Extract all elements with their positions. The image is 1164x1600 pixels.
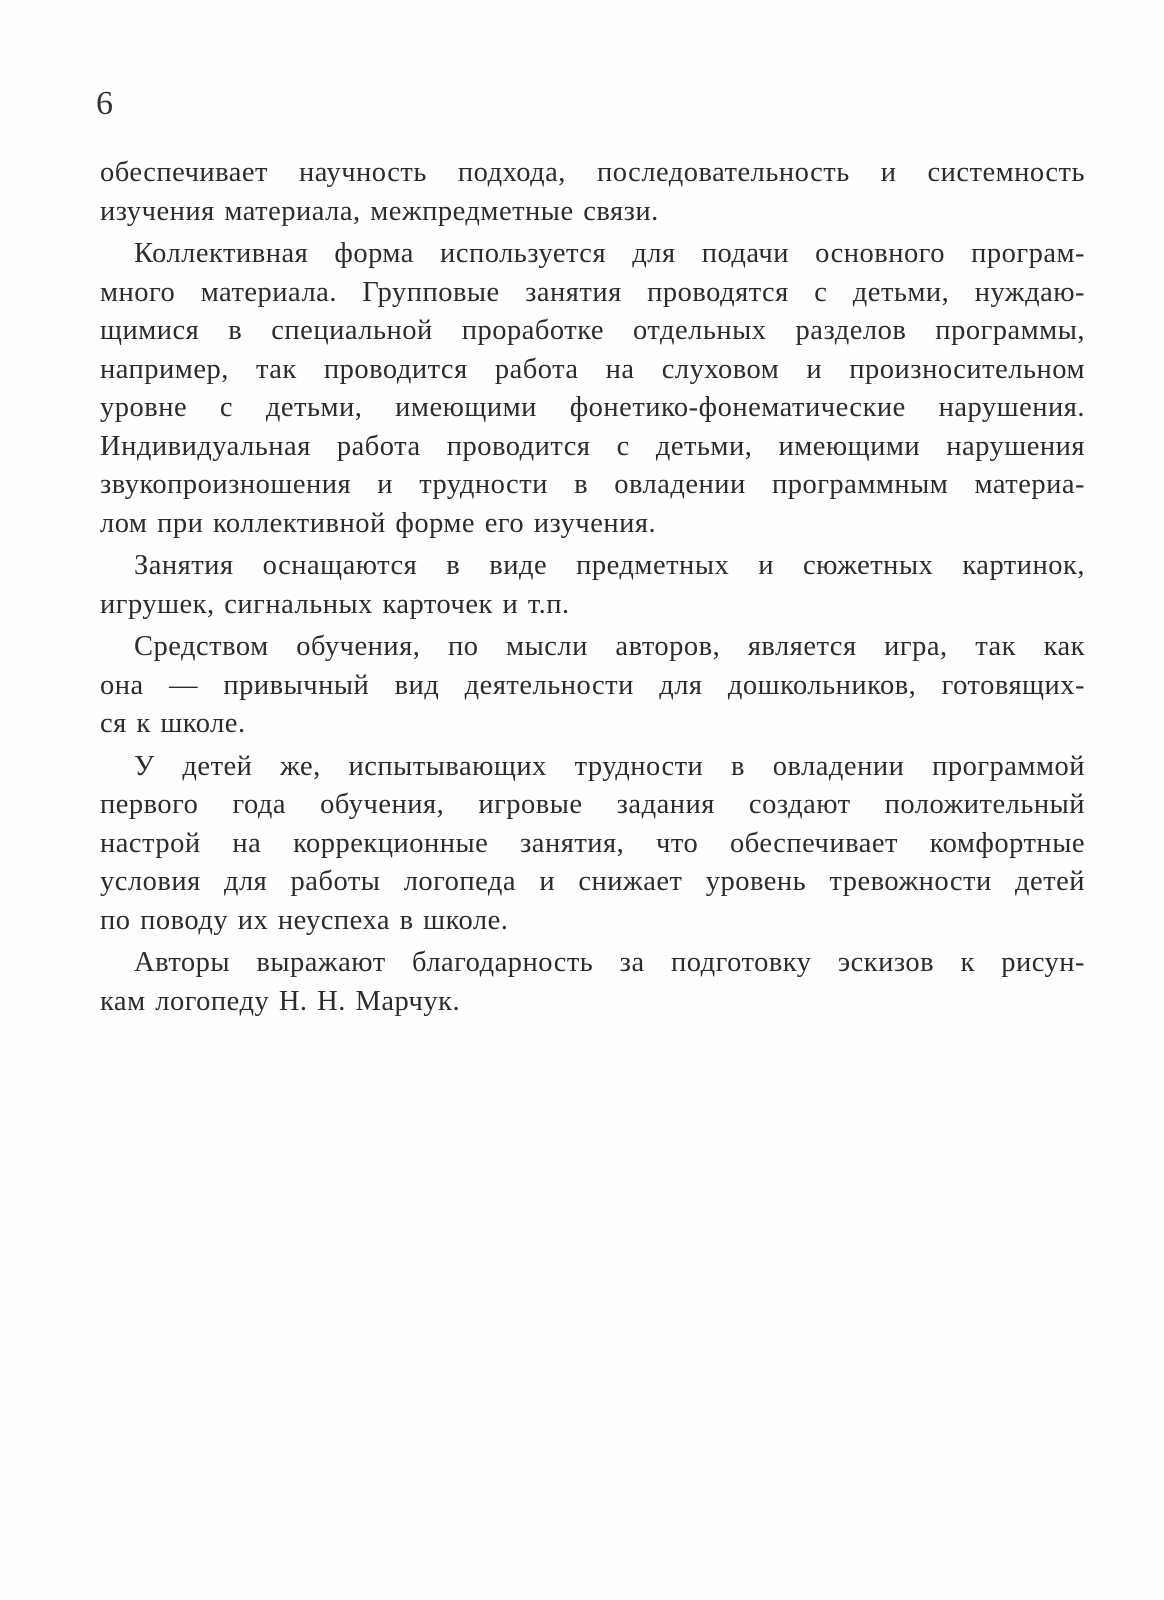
text-line: У детей же, испытывающих трудности в овладении программой: [134, 750, 1085, 782]
paragraph-6: [100, 944, 1085, 1021]
paragraph-4: [100, 628, 1085, 744]
text-line: щимися в специальной проработке отдельных разделов программы,: [100, 315, 1085, 346]
text-line: обеспечивает научность подхода, последовательность и системность: [100, 157, 1085, 188]
text-line: Занятия оснащаются в виде предметных и сюжетных картинок,: [134, 550, 1085, 581]
text-line: первого года обучения, игровые задания создают положительный: [100, 789, 1085, 820]
page-number: 6: [96, 85, 113, 122]
text-line: лом при коллективной форме его изучения.: [100, 507, 657, 539]
paragraph-3: [100, 547, 1085, 624]
text-line: Авторы выражают благодарность за подготовку эскизов к рисун-: [134, 947, 1085, 978]
text-line: уровне с детьми, имеющими фонетико-фонематические нарушения.: [100, 392, 1085, 423]
paragraph-5: [100, 748, 1085, 941]
text-line: условия для работы логопеда и снижает уровень тревожности детей: [100, 866, 1085, 897]
body-text: [100, 154, 1085, 1025]
text-line: кам логопеду Н. Н. Марчук.: [100, 985, 461, 1017]
text-line: изучения материала, межпредметные связи.: [100, 195, 659, 227]
text-line: Индивидуальная работа проводится с детьми, имеющими нарушения: [100, 430, 1085, 462]
text-line: она — привычный вид деятельности для дошкольников, готовящих-: [100, 669, 1085, 701]
text-line: ся к школе.: [100, 708, 246, 739]
text-line: настрой на коррекционные занятия, что обеспечивает комфортные: [100, 827, 1085, 859]
paragraph-2: [100, 235, 1085, 543]
text-line: например, так проводится работа на слуховом и произносительном: [100, 353, 1085, 385]
text-line: игрушек, сигнальных карточек и т.п.: [100, 588, 570, 620]
paragraph-1: [100, 154, 1085, 231]
text-line: Коллективная форма используется для подачи основного програм-: [134, 238, 1085, 269]
text-line: звукопроизношения и трудности в овладении программным материа-: [100, 469, 1085, 500]
text-line: много материала. Групповые занятия проводятся с детьми, нуждаю-: [100, 276, 1085, 308]
text-line: Средством обучения, по мысли авторов, является игра, так как: [134, 631, 1085, 662]
text-line: по поводу их неуспеха в школе.: [100, 904, 509, 936]
